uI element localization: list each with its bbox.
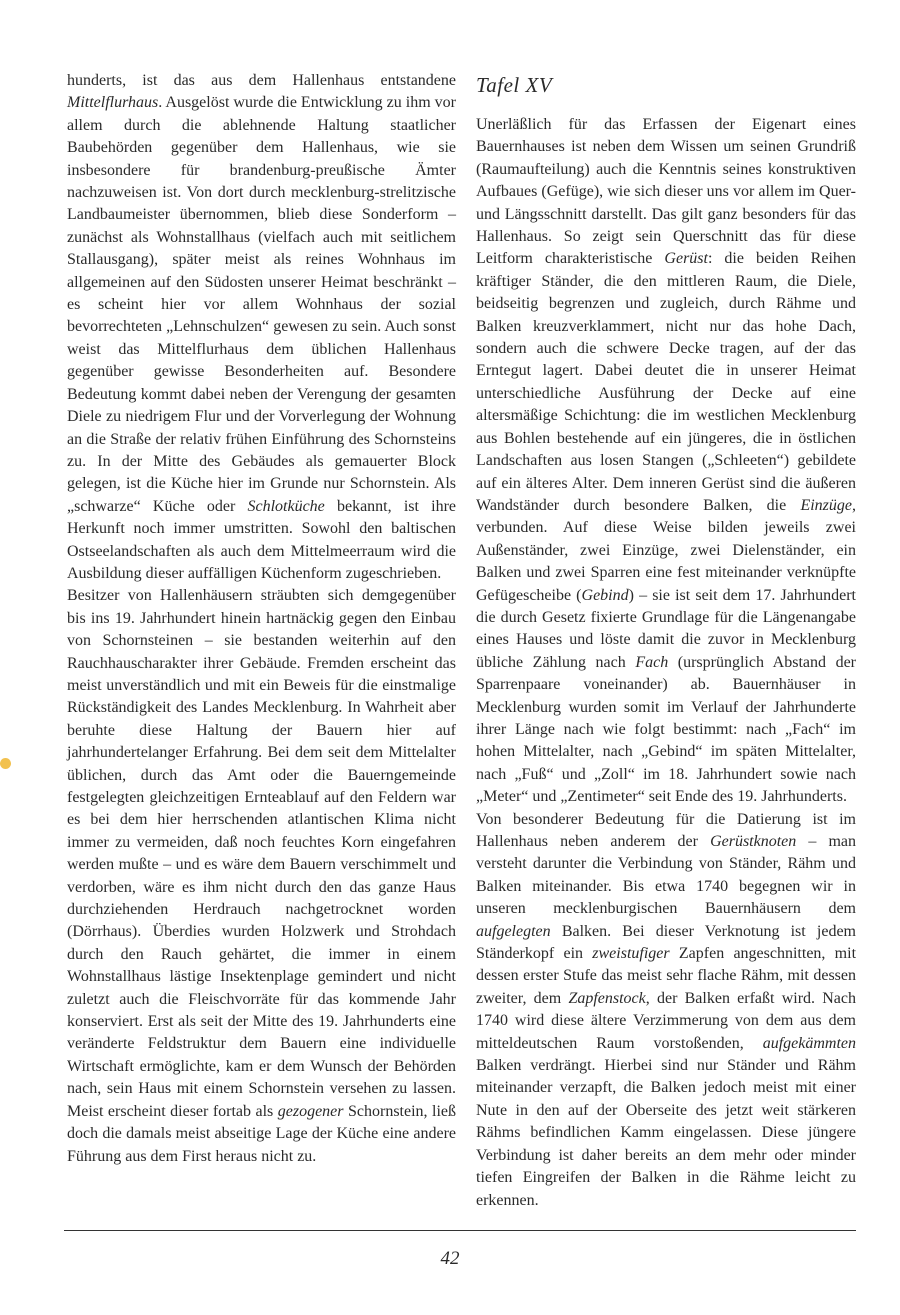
italic-term: gezogener xyxy=(277,1102,344,1120)
text-run: Schornstein, ließ doch die damals meist abseitige Lage der Küche eine andere Führung aus dem First heraus nicht zu. xyxy=(67,1102,457,1165)
text-run: Von besonderer Bedeutung für die Datierung ist im Hallenhaus neben anderem der xyxy=(476,810,856,850)
text-run: (ursprünglich Abstand der Sparrenpaare voneinander) ab. Bauernhäuser in Mecklenburg wurden somit im Verlauf der Jahrhunderte ihrer Länge nach wie folgt bestimmt: nach „Fach“ im hohen Mittelalter, nach „Gebind“ im späten Mittelalter, nach „Fuß“ und „Zoll“ im 18. Jahrhundert sowie nach „Meter“ und „Zentimeter“ seit Ende des 19. Jahrhunderts. xyxy=(476,653,856,806)
page-number: 42 xyxy=(440,1248,460,1269)
italic-term: aufgekämmten xyxy=(762,1034,856,1052)
text-run: Balken. Bei dieser Verknotung ist jedem Ständerkopf ein xyxy=(476,922,856,963)
text-run: hunderts, ist das aus dem Hallenhaus entstandene xyxy=(67,72,456,89)
margin-dot-icon xyxy=(0,758,11,769)
italic-term: Mittelflurhaus xyxy=(67,94,159,112)
right-column xyxy=(476,70,856,1212)
italic-term: Fach xyxy=(635,653,669,671)
italic-term: Einzüge xyxy=(800,496,852,514)
italic-term: zweistufiger xyxy=(592,945,670,963)
text-run: – man versteht darunter die Verbindung von Ständer, Rähm und Balken miteinander. Bis etwa 1740 begegnen wir in unseren mecklenburgischen Bauernhäusern dem xyxy=(476,833,856,918)
left-column xyxy=(67,70,456,1168)
text-run: . Ausgelöst wurde die Entwicklung zu ihm vor allem durch die ablehnende Haltung staatlicher Baubehörden gegenüber dem Hallenhaus, wie sie insbesondere für brandenburg-preußische Ämter nachzuweisen ist. Von dort durch mecklenburg-strelitzische Landbaumeister übernommen, blieb diese Sonderform – zunächst als Wohnstallhaus (vielfach auch mit seitlichem Stallausgang), später meist als reines Wohnhaus im allgemeinen auf den Südosten unserer Heimat beschränkt – es scheint hier vor allem Wohnhaus der sozial bevorrechteten „Lehnschulzen“ gewesen zu sein. Auch sonst weist das Mittelflurhaus dem üblichen Hallenhaus gegenüber gewisse Besonderheiten auf. Besondere Bedeutung kommt dabei neben der Verengung der gesamten Diele zu niedrigem Flur und der Vorverlegung der Wohnung an die Straße der relativ frühen Einführung des Schornsteins zu. In der Mitte des Gebäudes als gemauerter Block gelegen, ist die Küche hier im Grunde nur Schornstein. Als „schwarze“ Küche oder xyxy=(67,94,456,515)
italic-term: aufgelegten xyxy=(476,922,551,940)
text-run: Besitzer von Hallenhäusern sträubten sich demgegenüber bis ins 19. Jahrhundert hinein hartnäckig gegen den Einbau von Schornsteinen – sie bestanden weiterhin auf den Rauchhauscharakter ihrer Gebäude. Fremden erscheint das meist unverständlich und mit ein Beweis für die einstmalige Rückständigkeit des Landes Mecklenburg. In Wahrheit aber beruhte diese Haltung der Bauern hier auf jahrhundertelanger Erfahrung. Bei dem seit dem Mittelalter üblichen, durch das Amt oder die Bauerngemeinde festgelegten gleichzeitigen Ernteablauf auf den Feldern war es bei dem hier herrschenden atlantischen Klima nicht immer zu vermeiden, daß noch feuchtes Korn eingefahren werden mußte – und es wäre dem Bauern verschimmelt und verdorben, wäre es ihm nicht durch den das ganze Haus durchziehenden Herdrauch nachgetrocknet worden (Dörrhaus). Überdies wurden Holzwerk und Strohdach durch den Rauch gehärtet, die immer in einem Wohnstallhaus lästige Insektenplage gemindert und nicht zuletzt auch die Fleischvorräte für das kommende Jahr konserviert. Erst als seit der Mitte des 19. Jahrhunderts eine veränderte Feldstruktur dem Bauern eine individuelle Wirtschaft ermöglichte, kam er dem Wunsch der Behörden nach, sein Haus mit einem Schornstein versehen zu lassen. Meist erscheint dieser fortab als xyxy=(67,587,456,1120)
text-run: : die beiden Reihen kräftiger Ständer, die den mittleren Raum, die Diele, beidseitig begrenzen und zugleich, durch Rähme und Balken kreuzverklammert, nicht nur das hohe Dach, sondern auch die schwere Decke tragen, auf der das Erntegut lagert. Dabei deutet die in unserer Heimat unterschiedliche Ausführung der Decke auf eine altersmäßige Schichtung: die im westlichen Mecklenburg aus Bohlen bestehende auf ein jüngeres, die in östlichen Landschaften aus losen Stangen („Schleeten“) gebildete auf ein älteres Alter. Dem inneren Gerüst sind die äußeren Wandständer durch besondere Balken, die xyxy=(476,250,856,514)
italic-term: Gerüstknoten xyxy=(710,833,797,850)
text-run: Zapfen angeschnitten, mit dessen erster Stufe das meist sehr flache Rähm, mit dessen zweiter, dem xyxy=(476,945,857,1007)
paragraph xyxy=(67,70,456,585)
paragraph xyxy=(67,585,456,1168)
footer-rule xyxy=(64,1230,856,1231)
italic-term: Gerüst xyxy=(664,250,708,268)
text-run: Unerläßlich für das Erfassen der Eigenart eines Bauernhauses ist neben dem Wissen um seinen Grundriß (Raumaufteilung) auch die Kenntnis seines konstruktiven Aufbaues (Gefüge), wie sich dieser uns vor allem im Quer- und Längsschnitt darstellt. Das gilt ganz besonders für das Hallenhaus. So zeigt sein Querschnitt das für diese Leitform charakteristische xyxy=(476,116,856,268)
italic-term: Gebind xyxy=(581,586,629,604)
text-run: Balken verdrängt. Hierbei sind nur Ständer und Rähm miteinander verzapft, die Balken jedoch meist mit einer Nute in den auf der Oberseite des jetzt weit stärkeren Rähms befindlichen Kamm eingelassen. Diese jüngere Verbindung ist daher bereits an dem mehr oder minder tiefen Eingreifen der Balken in die Rähme leicht zu erkennen. xyxy=(476,1057,856,1209)
text-run: ) – sie ist seit dem 17. Jahrhundert die durch Gesetz fixierte Grundlage für die Längenangabe eines Hauses und löste damit die zuvor in Mecklenburg übliche Zählung nach xyxy=(476,586,857,671)
paragraph xyxy=(476,114,856,809)
italic-term: Schlotküche xyxy=(247,497,325,515)
italic-term: Zapfenstock xyxy=(568,989,646,1007)
text-run: , verbunden. Auf diese Weise bilden jeweils zwei Außenständer, zwei Einzüge, zwei Dielenständer, ein Balken und zwei Sparren eine fest miteinander verknüpfte Gefügescheibe ( xyxy=(476,496,856,604)
plate-heading: Tafel XV xyxy=(476,73,553,97)
text-run: bekannt, ist ihre Herkunft noch immer umstritten. Sowohl den baltischen Ostseelandschaften als auch dem Mittelmeerraum wird die Ausbildung dieser auffälligen Küchenform zugeschrieben. xyxy=(67,497,457,582)
paragraph xyxy=(476,809,856,1212)
text-run: , der Balken erfaßt wird. Nach 1740 wird diese ältere Verzimmerung von dem aus dem mitteldeutschen Raum vorstoßenden, xyxy=(476,989,857,1052)
